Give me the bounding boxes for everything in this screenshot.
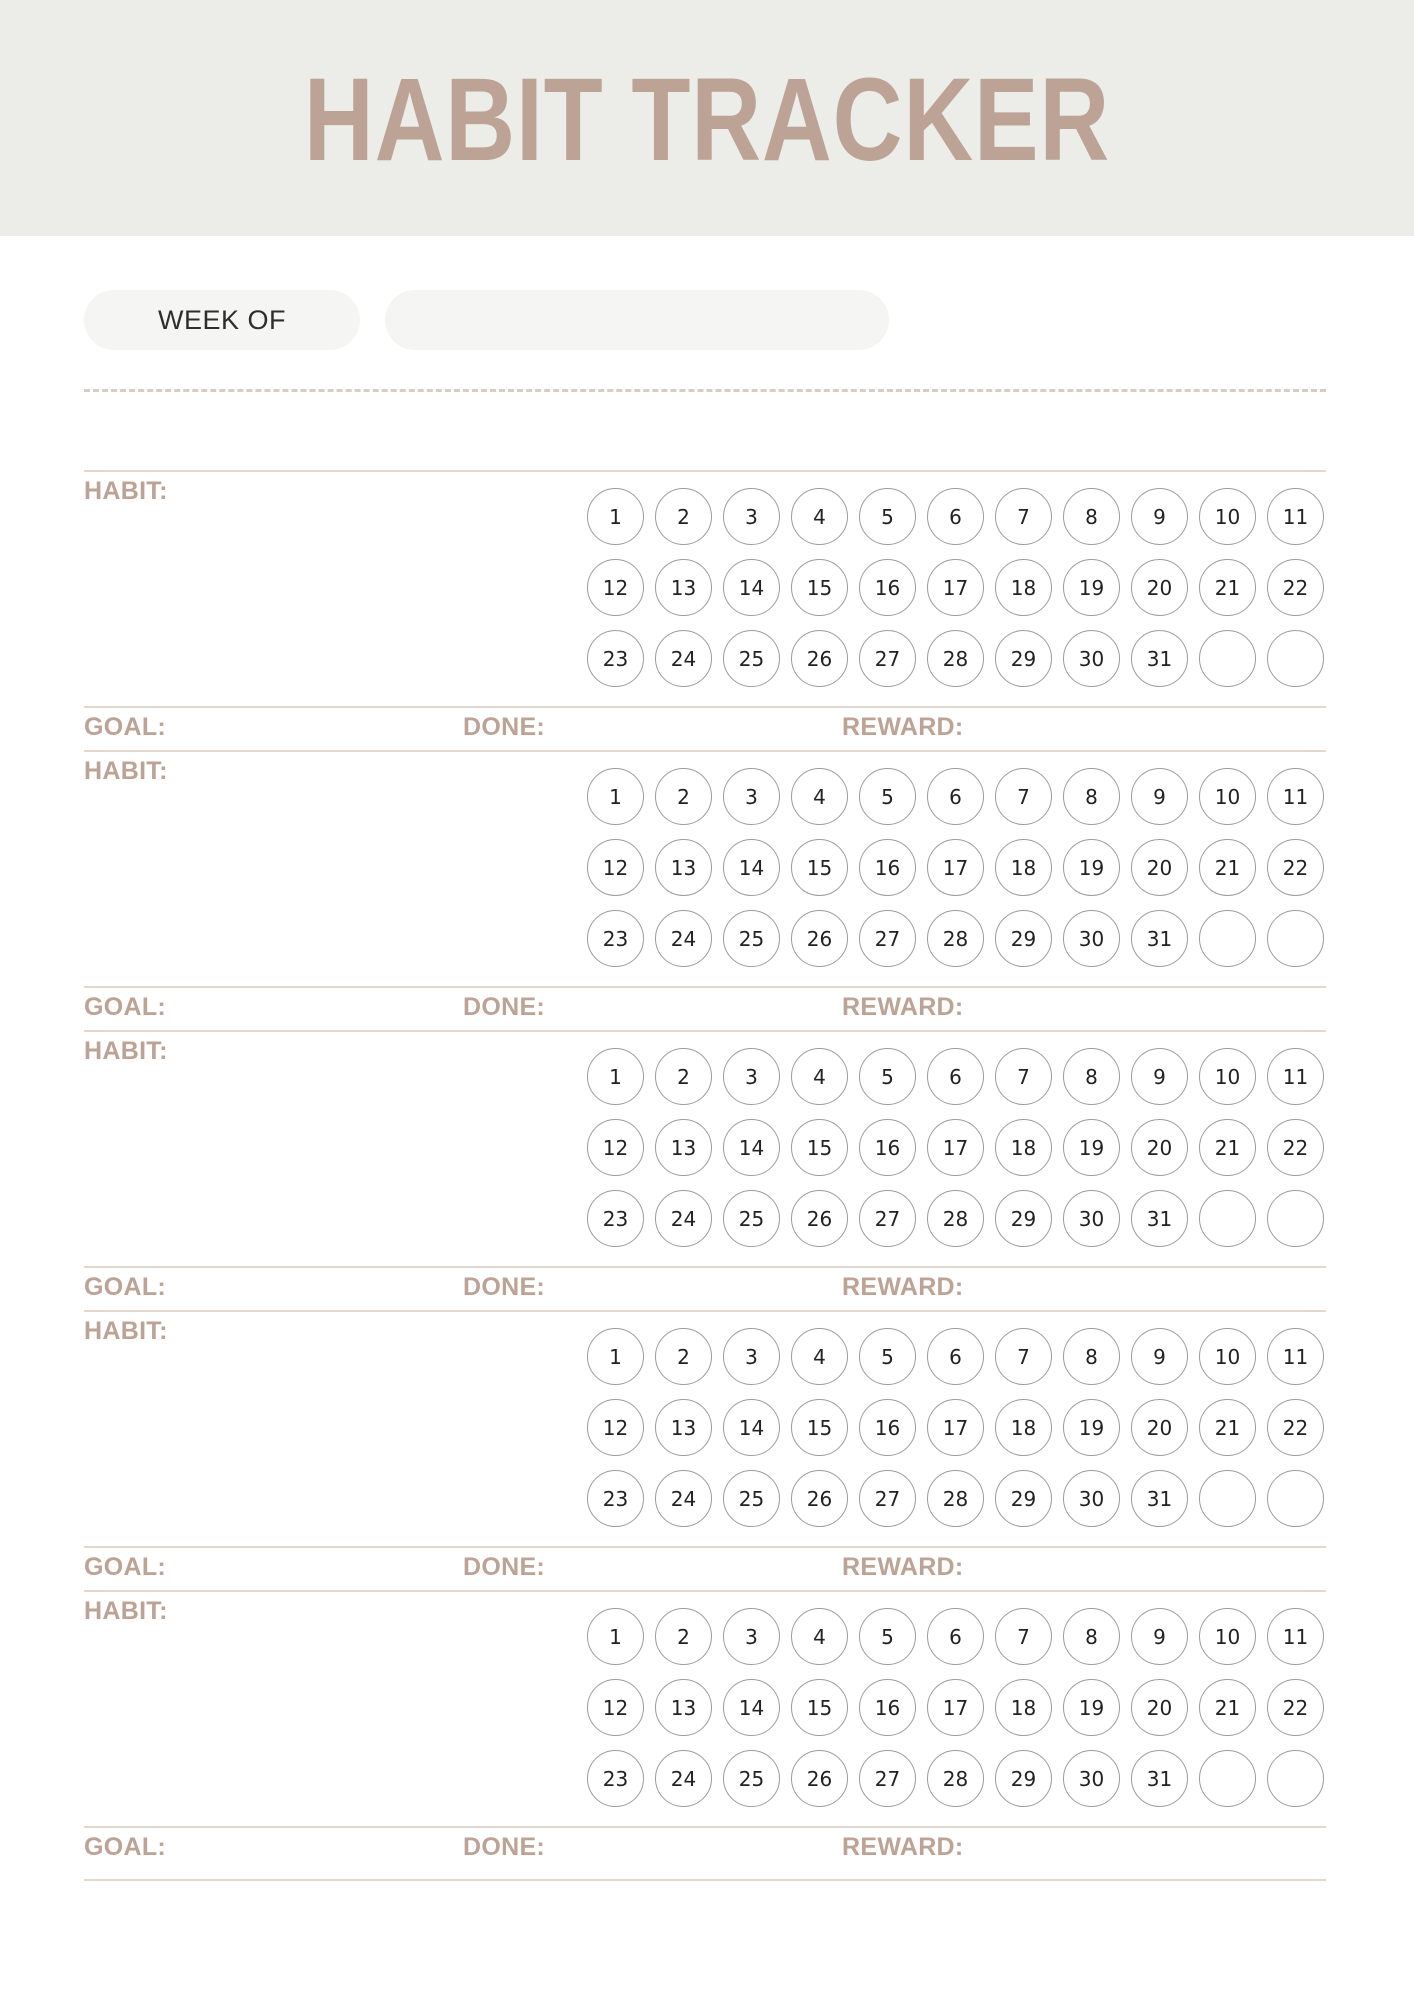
day-circle[interactable] xyxy=(1199,1470,1256,1527)
section-top-rule xyxy=(84,1310,1326,1312)
week-of-field[interactable] xyxy=(385,290,889,350)
done-label: DONE: xyxy=(463,1553,546,1581)
day-circle[interactable]: 26 xyxy=(791,1750,848,1807)
day-circle[interactable]: 23 xyxy=(587,1750,644,1807)
day-circle[interactable]: 5 xyxy=(859,1048,916,1105)
day-circle[interactable]: 28 xyxy=(927,1190,984,1247)
day-circle[interactable]: 23 xyxy=(587,1190,644,1247)
day-circle[interactable]: 10 xyxy=(1199,768,1256,825)
day-grid xyxy=(587,1328,1324,1527)
reward-label: REWARD: xyxy=(842,713,964,741)
day-circle[interactable]: 27 xyxy=(859,910,916,967)
day-circle[interactable]: 3 xyxy=(723,488,780,545)
day-circle[interactable]: 6 xyxy=(927,1328,984,1385)
day-circle[interactable]: 21 xyxy=(1199,1679,1256,1736)
day-circle[interactable]: 7 xyxy=(995,1608,1052,1665)
done-label: DONE: xyxy=(463,713,546,741)
dashed-divider xyxy=(84,389,1326,392)
day-circle[interactable]: 4 xyxy=(791,768,848,825)
day-circle[interactable] xyxy=(1267,1190,1324,1247)
day-circle[interactable]: 9 xyxy=(1131,1048,1188,1105)
day-circle[interactable]: 8 xyxy=(1063,1048,1120,1105)
goal-label: GOAL: xyxy=(84,713,167,741)
day-circle[interactable]: 25 xyxy=(723,1750,780,1807)
habit-label: HABIT: xyxy=(84,757,168,785)
day-circle[interactable]: 27 xyxy=(859,1470,916,1527)
day-circle[interactable]: 17 xyxy=(927,1119,984,1176)
habit-section xyxy=(84,1310,1326,1593)
day-circle[interactable]: 19 xyxy=(1063,1679,1120,1736)
day-circle[interactable]: 26 xyxy=(791,1470,848,1527)
day-circle[interactable]: 16 xyxy=(859,1119,916,1176)
day-circle[interactable]: 11 xyxy=(1267,1608,1324,1665)
day-circle[interactable]: 7 xyxy=(995,768,1052,825)
day-circle[interactable] xyxy=(1267,910,1324,967)
day-circle[interactable] xyxy=(1199,1750,1256,1807)
day-circle[interactable]: 4 xyxy=(791,1328,848,1385)
day-circle[interactable]: 2 xyxy=(655,1328,712,1385)
day-circle[interactable]: 28 xyxy=(927,1470,984,1527)
goal-label: GOAL: xyxy=(84,1833,167,1861)
day-circle[interactable]: 23 xyxy=(587,910,644,967)
day-circle[interactable]: 22 xyxy=(1267,559,1324,616)
day-circle[interactable]: 13 xyxy=(655,1679,712,1736)
day-circle[interactable]: 10 xyxy=(1199,488,1256,545)
day-circle[interactable]: 18 xyxy=(995,839,1052,896)
day-circle[interactable]: 23 xyxy=(587,630,644,687)
day-circle[interactable]: 29 xyxy=(995,1190,1052,1247)
day-circle[interactable]: 20 xyxy=(1131,559,1188,616)
day-circle[interactable]: 29 xyxy=(995,1470,1052,1527)
section-footer-rule xyxy=(84,1826,1326,1828)
day-grid xyxy=(587,1608,1324,1807)
day-circle[interactable]: 30 xyxy=(1063,1190,1120,1247)
day-circle[interactable]: 3 xyxy=(723,1048,780,1105)
day-circle[interactable] xyxy=(1267,1470,1324,1527)
day-circle[interactable]: 9 xyxy=(1131,488,1188,545)
day-circle[interactable]: 13 xyxy=(655,1119,712,1176)
day-circle[interactable]: 18 xyxy=(995,559,1052,616)
day-circle[interactable]: 7 xyxy=(995,488,1052,545)
day-circle[interactable]: 29 xyxy=(995,1750,1052,1807)
day-circle[interactable]: 14 xyxy=(723,839,780,896)
day-circle[interactable]: 1 xyxy=(587,1608,644,1665)
day-circle[interactable]: 3 xyxy=(723,768,780,825)
day-circle[interactable]: 25 xyxy=(723,1190,780,1247)
day-circle[interactable]: 31 xyxy=(1131,630,1188,687)
day-circle[interactable]: 27 xyxy=(859,1750,916,1807)
done-label: DONE: xyxy=(463,1273,546,1301)
section-footer-rule xyxy=(84,1266,1326,1268)
day-circle[interactable]: 27 xyxy=(859,630,916,687)
day-circle[interactable]: 19 xyxy=(1063,1119,1120,1176)
day-circle[interactable]: 22 xyxy=(1267,1399,1324,1456)
day-circle[interactable]: 31 xyxy=(1131,1750,1188,1807)
goal-label: GOAL: xyxy=(84,1553,167,1581)
reward-label: REWARD: xyxy=(842,993,964,1021)
day-circle[interactable]: 24 xyxy=(655,1190,712,1247)
habit-label: HABIT: xyxy=(84,1597,168,1625)
day-circle[interactable]: 12 xyxy=(587,559,644,616)
day-circle[interactable]: 30 xyxy=(1063,1470,1120,1527)
day-circle[interactable]: 30 xyxy=(1063,630,1120,687)
habit-section xyxy=(84,470,1326,753)
day-circle[interactable]: 11 xyxy=(1267,1048,1324,1105)
day-circle[interactable]: 13 xyxy=(655,839,712,896)
day-circle[interactable]: 21 xyxy=(1199,839,1256,896)
day-circle[interactable]: 18 xyxy=(995,1679,1052,1736)
day-circle[interactable] xyxy=(1199,910,1256,967)
day-circle[interactable]: 19 xyxy=(1063,839,1120,896)
section-footer-rule xyxy=(84,1546,1326,1548)
day-grid xyxy=(587,768,1324,967)
day-circle[interactable]: 2 xyxy=(655,1608,712,1665)
day-circle[interactable]: 4 xyxy=(791,488,848,545)
day-circle[interactable]: 22 xyxy=(1267,839,1324,896)
day-circle[interactable]: 31 xyxy=(1131,910,1188,967)
section-top-rule xyxy=(84,1030,1326,1032)
day-circle[interactable]: 4 xyxy=(791,1608,848,1665)
day-circle[interactable]: 2 xyxy=(655,768,712,825)
day-circle[interactable]: 25 xyxy=(723,630,780,687)
section-top-rule xyxy=(84,750,1326,752)
day-circle[interactable]: 10 xyxy=(1199,1048,1256,1105)
goal-label: GOAL: xyxy=(84,1273,167,1301)
day-circle[interactable]: 15 xyxy=(791,1119,848,1176)
day-circle[interactable]: 28 xyxy=(927,910,984,967)
day-circle[interactable]: 30 xyxy=(1063,1750,1120,1807)
day-circle[interactable]: 7 xyxy=(995,1048,1052,1105)
day-circle[interactable]: 26 xyxy=(791,910,848,967)
day-circle[interactable]: 14 xyxy=(723,1679,780,1736)
day-circle[interactable] xyxy=(1267,630,1324,687)
day-circle[interactable]: 12 xyxy=(587,839,644,896)
day-circle[interactable]: 12 xyxy=(587,1399,644,1456)
day-circle[interactable]: 5 xyxy=(859,1328,916,1385)
day-circle[interactable]: 25 xyxy=(723,910,780,967)
goal-label: GOAL: xyxy=(84,993,167,1021)
day-circle[interactable]: 29 xyxy=(995,910,1052,967)
day-circle[interactable]: 3 xyxy=(723,1328,780,1385)
day-circle[interactable]: 20 xyxy=(1131,1399,1188,1456)
section-footer-rule xyxy=(84,986,1326,988)
day-grid xyxy=(587,488,1324,687)
day-circle[interactable]: 1 xyxy=(587,768,644,825)
day-circle[interactable]: 12 xyxy=(587,1119,644,1176)
day-circle[interactable]: 16 xyxy=(859,1679,916,1736)
day-circle[interactable]: 16 xyxy=(859,839,916,896)
reward-label: REWARD: xyxy=(842,1273,964,1301)
day-circle[interactable]: 10 xyxy=(1199,1608,1256,1665)
day-circle[interactable]: 14 xyxy=(723,559,780,616)
day-circle[interactable]: 16 xyxy=(859,1399,916,1456)
day-circle[interactable]: 17 xyxy=(927,839,984,896)
habit-label: HABIT: xyxy=(84,1037,168,1065)
day-circle[interactable] xyxy=(1199,1190,1256,1247)
day-circle[interactable]: 11 xyxy=(1267,1328,1324,1385)
habit-label: HABIT: xyxy=(84,1317,168,1345)
reward-label: REWARD: xyxy=(842,1833,964,1861)
day-circle[interactable]: 8 xyxy=(1063,1328,1120,1385)
day-circle[interactable]: 9 xyxy=(1131,768,1188,825)
day-circle[interactable]: 15 xyxy=(791,839,848,896)
day-circle[interactable]: 20 xyxy=(1131,1119,1188,1176)
day-circle[interactable]: 29 xyxy=(995,630,1052,687)
day-circle[interactable]: 26 xyxy=(791,1190,848,1247)
day-circle[interactable]: 1 xyxy=(587,488,644,545)
day-circle[interactable]: 16 xyxy=(859,559,916,616)
day-circle[interactable]: 31 xyxy=(1131,1190,1188,1247)
day-circle[interactable]: 4 xyxy=(791,1048,848,1105)
day-circle[interactable]: 7 xyxy=(995,1328,1052,1385)
day-circle[interactable] xyxy=(1199,630,1256,687)
section-top-rule xyxy=(84,470,1326,472)
day-circle[interactable]: 25 xyxy=(723,1470,780,1527)
habit-section xyxy=(84,1590,1326,1873)
done-label: DONE: xyxy=(463,1833,546,1861)
day-circle[interactable]: 24 xyxy=(655,630,712,687)
day-circle[interactable]: 21 xyxy=(1199,1119,1256,1176)
day-circle[interactable]: 8 xyxy=(1063,1608,1120,1665)
day-circle[interactable]: 24 xyxy=(655,1470,712,1527)
day-circle[interactable]: 21 xyxy=(1199,1399,1256,1456)
day-circle[interactable]: 22 xyxy=(1267,1119,1324,1176)
day-circle[interactable]: 24 xyxy=(655,1750,712,1807)
week-of-label: WEEK OF xyxy=(84,290,360,350)
page-title: HABIT TRACKER xyxy=(303,54,1111,186)
day-circle[interactable]: 6 xyxy=(927,1048,984,1105)
done-label: DONE: xyxy=(463,993,546,1021)
day-circle[interactable]: 5 xyxy=(859,768,916,825)
day-circle[interactable]: 9 xyxy=(1131,1328,1188,1385)
day-circle[interactable]: 13 xyxy=(655,559,712,616)
day-circle[interactable]: 15 xyxy=(791,559,848,616)
day-circle[interactable]: 1 xyxy=(587,1048,644,1105)
day-circle[interactable]: 18 xyxy=(995,1399,1052,1456)
day-circle[interactable]: 23 xyxy=(587,1470,644,1527)
day-circle[interactable]: 15 xyxy=(791,1399,848,1456)
day-circle[interactable]: 17 xyxy=(927,559,984,616)
habit-section xyxy=(84,1030,1326,1313)
day-circle[interactable]: 19 xyxy=(1063,559,1120,616)
day-circle[interactable]: 11 xyxy=(1267,488,1324,545)
day-circle[interactable]: 2 xyxy=(655,488,712,545)
day-circle[interactable]: 24 xyxy=(655,910,712,967)
day-circle[interactable]: 6 xyxy=(927,1608,984,1665)
day-circle[interactable]: 2 xyxy=(655,1048,712,1105)
habit-section xyxy=(84,750,1326,1033)
day-circle[interactable]: 17 xyxy=(927,1399,984,1456)
day-circle[interactable]: 10 xyxy=(1199,1328,1256,1385)
day-circle[interactable]: 31 xyxy=(1131,1470,1188,1527)
section-top-rule xyxy=(84,1590,1326,1592)
day-circle[interactable]: 28 xyxy=(927,1750,984,1807)
day-circle[interactable]: 17 xyxy=(927,1679,984,1736)
bottom-rule xyxy=(84,1879,1326,1881)
day-circle[interactable]: 14 xyxy=(723,1119,780,1176)
day-circle[interactable]: 12 xyxy=(587,1679,644,1736)
day-circle[interactable]: 26 xyxy=(791,630,848,687)
day-circle[interactable]: 19 xyxy=(1063,1399,1120,1456)
day-circle[interactable]: 18 xyxy=(995,1119,1052,1176)
day-circle[interactable]: 1 xyxy=(587,1328,644,1385)
reward-label: REWARD: xyxy=(842,1553,964,1581)
day-circle[interactable]: 9 xyxy=(1131,1608,1188,1665)
habit-label: HABIT: xyxy=(84,477,168,505)
day-circle[interactable] xyxy=(1267,1750,1324,1807)
day-circle[interactable]: 5 xyxy=(859,488,916,545)
day-circle[interactable]: 11 xyxy=(1267,768,1324,825)
day-circle[interactable]: 6 xyxy=(927,488,984,545)
day-grid xyxy=(587,1048,1324,1247)
day-circle[interactable]: 20 xyxy=(1131,839,1188,896)
section-footer-rule xyxy=(84,706,1326,708)
day-circle[interactable]: 28 xyxy=(927,630,984,687)
day-circle[interactable]: 14 xyxy=(723,1399,780,1456)
day-circle[interactable]: 30 xyxy=(1063,910,1120,967)
day-circle[interactable]: 6 xyxy=(927,768,984,825)
day-circle[interactable]: 15 xyxy=(791,1679,848,1736)
day-circle[interactable]: 8 xyxy=(1063,768,1120,825)
day-circle[interactable]: 5 xyxy=(859,1608,916,1665)
day-circle[interactable]: 3 xyxy=(723,1608,780,1665)
day-circle[interactable]: 21 xyxy=(1199,559,1256,616)
day-circle[interactable]: 20 xyxy=(1131,1679,1188,1736)
day-circle[interactable]: 27 xyxy=(859,1190,916,1247)
day-circle[interactable]: 22 xyxy=(1267,1679,1324,1736)
day-circle[interactable]: 13 xyxy=(655,1399,712,1456)
day-circle[interactable]: 8 xyxy=(1063,488,1120,545)
